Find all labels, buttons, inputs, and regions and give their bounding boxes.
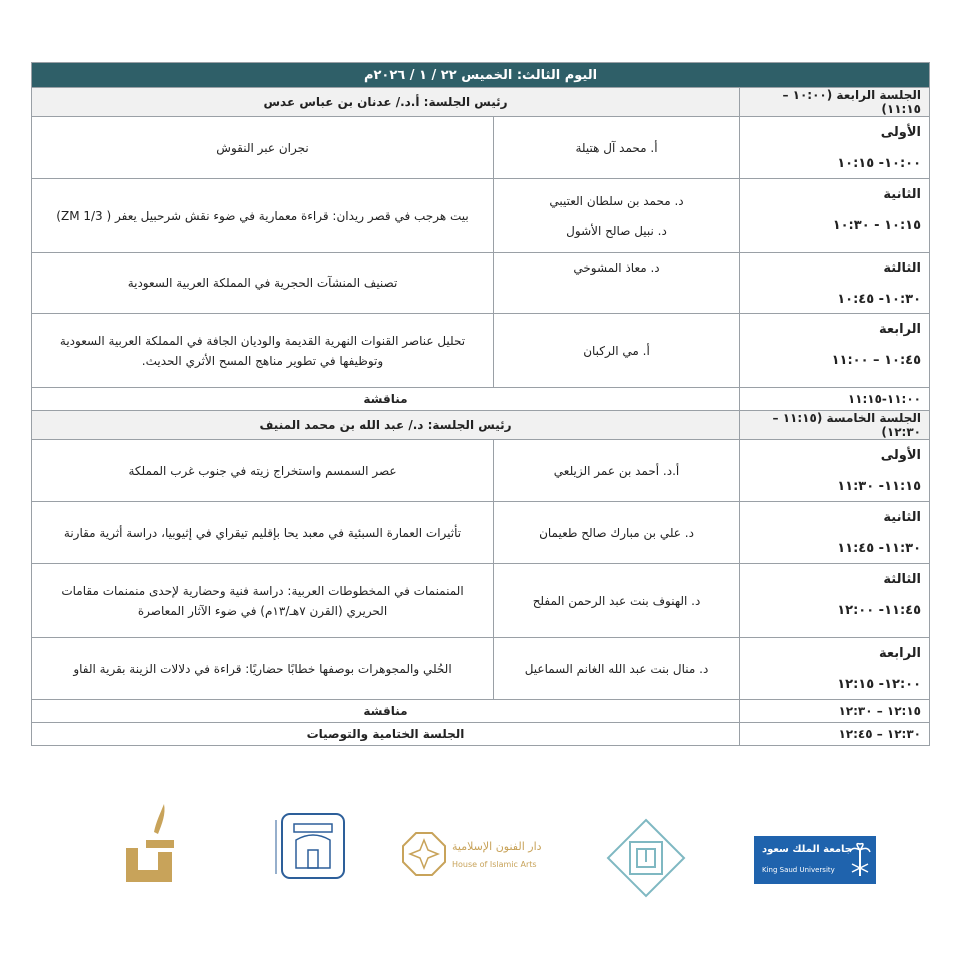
slot-time: ١٠:٤٥ – ١١:٠٠ xyxy=(831,353,922,368)
session-header-row xyxy=(32,411,930,440)
topic-cell: المنمنمات في المخطوطات العربية: دراسة فنية وحضارية لإحدى منمنمات مقامات الحريري (القرن ٧هـ/١٣م) في ضوء الآثار المعاصرة xyxy=(32,564,494,638)
speaker-name: د. الهنوف بنت عبد الرحمن المفلح xyxy=(532,593,701,608)
slot-cell xyxy=(740,638,930,700)
ksu-logo xyxy=(754,836,876,884)
table-row xyxy=(32,117,930,179)
speaker-name: أ. مي الركبان xyxy=(583,343,650,358)
slot-name: الثانية xyxy=(883,510,922,525)
topic-cell: تحليل عناصر القنوات النهرية القديمة والوديان الجافة في المملكة العربية السعودية وتوظيفها في تطوير مناهج المسح الأثري الحديث. xyxy=(32,314,494,388)
table-row xyxy=(32,638,930,700)
discussion-time: ١٢:١٥ – ١٢:٣٠ xyxy=(740,700,930,723)
table-row xyxy=(32,314,930,388)
topic-cell: تأثيرات العمارة السبئية في معبد يحا بإقليم تيقراي في إثيوبيا، دراسة أثرية مقارنة xyxy=(32,502,494,564)
discussion-label: مناقشة xyxy=(32,388,740,411)
islamic-arts-english: House of Islamic Arts xyxy=(452,860,537,869)
speaker-cell xyxy=(494,638,740,700)
slot-name: الرابعة xyxy=(879,322,922,337)
discussion-row xyxy=(32,388,930,411)
ksu-english-name: King Saud University xyxy=(762,866,835,874)
day-title: اليوم الثالث: الخميس ٢٢ / ١ / ٢٠٢٦م xyxy=(32,63,930,88)
speaker-cell xyxy=(494,179,740,253)
discussion-row xyxy=(32,700,930,723)
speaker-cell xyxy=(494,117,740,179)
calligraphy-logo xyxy=(120,800,186,884)
day-header-row xyxy=(32,63,930,88)
schedule-table xyxy=(31,62,930,746)
slot-name: الرابعة xyxy=(879,646,922,661)
slot-cell xyxy=(740,502,930,564)
closing-row xyxy=(32,723,930,746)
sponsor-logos xyxy=(0,790,960,900)
palm-emblem-icon xyxy=(848,842,872,878)
table-row xyxy=(32,440,930,502)
speaker-name: د. محمد بن سلطان العتيبي xyxy=(549,193,684,208)
topic-cell: عصر السمسم واستخراج زيته في جنوب غرب المملكة xyxy=(32,440,494,502)
slot-name: الثالثة xyxy=(883,261,922,276)
table-row xyxy=(32,253,930,314)
session-chair: رئيس الجلسة: أ.د./ عدنان بن عباس عدس xyxy=(32,88,740,117)
speaker-name: أ. محمد آل هتيلة xyxy=(575,140,658,155)
speaker-name: د. معاذ المشوخي xyxy=(573,261,660,275)
session-chair: رئيس الجلسة: د./ عبد الله بن محمد المنيف xyxy=(32,411,740,440)
topic-cell: الحُلي والمجوهرات بوصفها خطابًا حضاريًا: قراءة في دلالات الزينة بقرية الفاو xyxy=(32,638,494,700)
slot-cell xyxy=(740,179,930,253)
speaker-cell xyxy=(494,314,740,388)
speaker-name: د. علي بن مبارك صالح طعيمان xyxy=(539,525,694,540)
speaker-name: د. منال بنت عبد الله الغانم السماعيل xyxy=(524,661,709,676)
speaker-name: د. نبيل صالح الأشول xyxy=(566,223,667,238)
slot-name: الثالثة xyxy=(883,572,922,587)
ksu-arabic-name: جامعة الملك سعود xyxy=(762,844,852,855)
slot-cell xyxy=(740,253,930,314)
slot-name: الأولى xyxy=(880,125,922,140)
slot-name: الثانية xyxy=(883,187,922,202)
session-label: الجلسة الرابعة (١٠:٠٠ – ١١:١٥) xyxy=(740,88,930,117)
speaker-name: أ.د. أحمد بن عمر الزيلعي xyxy=(553,463,680,478)
seal-logo xyxy=(272,810,354,882)
slot-time: ١٢:٠٠- ١٢:١٥ xyxy=(837,677,922,692)
topic-cell: نجران عبر النقوش xyxy=(32,117,494,179)
slot-time: ١١:٤٥- ١٢:٠٠ xyxy=(837,603,922,618)
closing-label: الجلسة الختامية والتوصيات xyxy=(32,723,740,746)
slot-cell xyxy=(740,440,930,502)
topic-cell: تصنيف المنشآت الحجرية في المملكة العربية السعودية xyxy=(32,253,494,314)
session-header-row xyxy=(32,88,930,117)
table-row xyxy=(32,502,930,564)
discussion-time: ١١:٠٠-١١:١٥ xyxy=(740,388,930,411)
islamic-arts-arabic: دار الفنون الإسلامية xyxy=(452,840,542,853)
speaker-cell xyxy=(494,253,740,314)
university-seal-icon xyxy=(272,810,354,882)
table-row xyxy=(32,179,930,253)
slot-time: ١١:١٥- ١١:٣٠ xyxy=(837,479,922,494)
session-label: الجلسة الخامسة (١١:١٥ – ١٢:٣٠) xyxy=(740,411,930,440)
topic-cell: بيت هرجب في قصر ريدان: قراءة معمارية في ضوء نقش شرحبيل يعفر ( ZM 1/3) xyxy=(32,179,494,253)
slot-cell xyxy=(740,117,930,179)
kufic-logo xyxy=(606,818,686,898)
slot-time: ١٠:٠٠- ١٠:١٥ xyxy=(837,156,922,171)
slot-time: ١١:٣٠- ١١:٤٥ xyxy=(837,541,922,556)
slot-time: ١٠:١٥ - ١٠:٣٠ xyxy=(832,218,922,233)
closing-time: ١٢:٣٠ – ١٢:٤٥ xyxy=(740,723,930,746)
discussion-label: مناقشة xyxy=(32,700,740,723)
slot-name: الأولى xyxy=(880,448,922,463)
slot-time: ١٠:٣٠- ١٠:٤٥ xyxy=(837,292,922,307)
islamic-arts-logo xyxy=(400,830,540,880)
speaker-cell xyxy=(494,564,740,638)
speaker-cell xyxy=(494,502,740,564)
table-row xyxy=(32,564,930,638)
speaker-cell xyxy=(494,440,740,502)
slot-cell xyxy=(740,564,930,638)
octagon-star-icon xyxy=(400,830,448,878)
kufic-square-icon xyxy=(606,818,686,898)
slot-cell xyxy=(740,314,930,388)
quill-icon xyxy=(120,800,186,884)
